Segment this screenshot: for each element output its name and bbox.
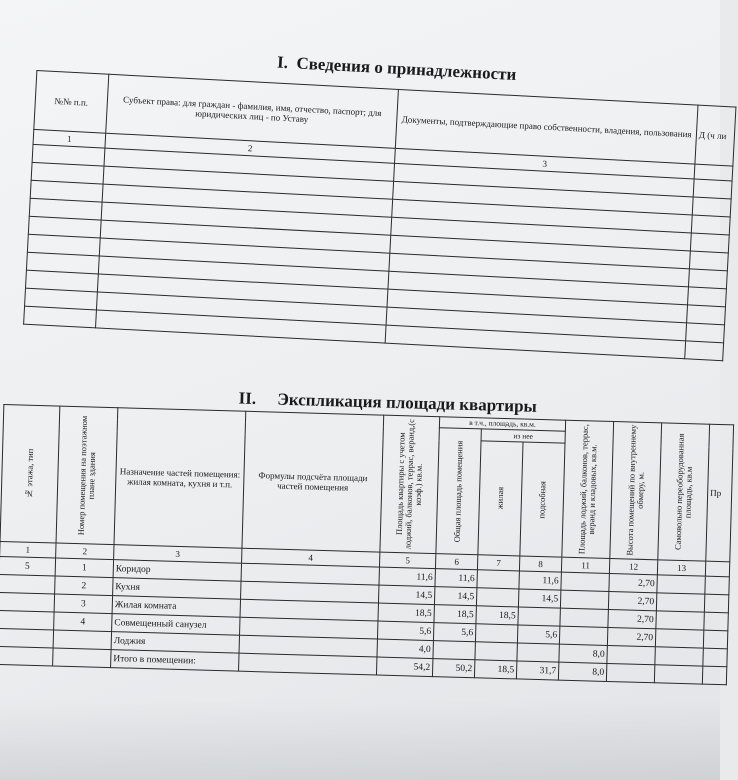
living-area-cell: 18,5 xyxy=(474,660,516,679)
col-number: 12 xyxy=(609,558,657,574)
total-with-cell: 18,5 xyxy=(378,603,434,623)
empty-cell xyxy=(687,305,726,325)
loggia-area-cell: 8,0 xyxy=(559,644,607,663)
empty-cell xyxy=(692,197,731,217)
cut-cell xyxy=(704,612,728,631)
col-of-them: из нее xyxy=(481,429,565,443)
total-with-cell: 5,6 xyxy=(377,621,433,641)
height-cell: 2,70 xyxy=(608,591,656,610)
loggia-area-cell xyxy=(559,626,607,645)
unauth-cell xyxy=(656,611,704,630)
section-1-heading: Сведения о принадлежности xyxy=(296,53,517,85)
col-floor-type xyxy=(0,405,60,544)
empty-cell xyxy=(24,306,97,328)
col-total-area xyxy=(436,428,482,555)
header-unauth-text: Самовольно переоборудованная площадь, кв.м xyxy=(672,433,694,551)
total-with-cell: 14,5 xyxy=(378,585,434,605)
header-aux-text: подсобная xyxy=(536,480,548,519)
room-number-cell: 2 xyxy=(55,576,113,596)
cut-cell xyxy=(703,630,727,649)
loggia-area-cell xyxy=(560,608,608,627)
empty-cell xyxy=(688,269,727,289)
col-number: 5 xyxy=(379,552,435,569)
height-cell: 2,70 xyxy=(607,627,655,646)
col-formulas: Формулы подсчёта площади частей помещения xyxy=(242,411,384,552)
room-name-cell: Коридор xyxy=(113,560,241,582)
col-number-3: 3 xyxy=(395,148,695,179)
aux-area-cell: 5,6 xyxy=(517,625,560,644)
empty-cell xyxy=(689,251,728,271)
room-number-cell xyxy=(53,648,111,668)
living-area-cell xyxy=(476,588,518,607)
floor-cell: 5 xyxy=(0,556,56,576)
cut-cell xyxy=(703,648,727,667)
unauth-cell xyxy=(655,647,703,666)
height-cell: 2,70 xyxy=(608,609,656,628)
col-number: 2 xyxy=(56,543,114,560)
cut-cell xyxy=(705,576,729,595)
aux-area-cell xyxy=(517,643,560,662)
floor-cell xyxy=(0,610,54,630)
room-name-cell: Кухня xyxy=(113,578,241,600)
floor-cell xyxy=(0,574,55,594)
empty-cell xyxy=(690,233,729,253)
empty-cell xyxy=(691,215,730,235)
room-name-cell: Итого в помещении: xyxy=(111,650,239,672)
floor-cell xyxy=(0,646,53,666)
col-number-1: 1 xyxy=(33,129,106,148)
loggia-area-cell xyxy=(561,572,609,591)
header-room-no-text: Номер помещения на поэтажном плане здания xyxy=(75,415,97,536)
col-number-2: 2 xyxy=(105,133,395,163)
section-2-number: II. xyxy=(238,388,257,409)
room-number-cell: 1 xyxy=(55,558,113,578)
col-header-cut: Д (ч ли xyxy=(695,105,736,166)
header-loggia-text: Площадь лоджий, балконов, террас, веранд и кладовых, кв.м. xyxy=(575,424,599,555)
height-cell xyxy=(606,663,654,682)
col-number xyxy=(705,561,729,577)
col-number: 7 xyxy=(477,555,519,571)
formula-cell xyxy=(239,653,377,675)
room-name-cell: Лоджия xyxy=(111,632,239,654)
total-with-cell: 11,6 xyxy=(379,567,435,587)
loggia-area-cell xyxy=(560,590,608,609)
col-room-number xyxy=(56,406,118,545)
unauth-cell xyxy=(655,629,703,648)
col-header-number: №№ п.п. xyxy=(34,70,109,133)
room-name-cell: Совмещенный санузел xyxy=(112,614,240,636)
cut-cell xyxy=(704,594,728,613)
loggia-area-cell: 8,0 xyxy=(558,662,606,681)
total-area-cell: 18,5 xyxy=(434,605,476,624)
col-height xyxy=(610,422,662,560)
col-number: 8 xyxy=(519,556,561,572)
living-area-cell xyxy=(475,642,517,661)
room-number-cell: 3 xyxy=(54,594,112,614)
cut-cell xyxy=(702,666,726,685)
page-shadow xyxy=(0,700,720,780)
unauth-cell xyxy=(657,575,705,594)
col-incl-area: в т.ч., площадь, кв.м. xyxy=(439,417,565,432)
aux-area-cell: 31,7 xyxy=(516,661,559,680)
aux-area-cell: 11,6 xyxy=(519,571,562,590)
col-cut: Пр xyxy=(706,424,734,562)
col-unauthorized xyxy=(658,423,710,561)
unauth-cell xyxy=(656,593,704,612)
section-2-heading: Экспликация площади квартиры xyxy=(277,389,538,416)
col-living xyxy=(478,441,523,556)
empty-cell xyxy=(693,179,732,199)
empty-cell xyxy=(685,341,724,361)
total-area-cell: 5,6 xyxy=(433,623,475,642)
living-area-cell xyxy=(475,624,517,643)
col-number: 3 xyxy=(114,545,242,564)
col-total-with-loggia xyxy=(380,415,440,554)
header-floor-text: № этажа, тип xyxy=(23,448,36,499)
room-number-cell xyxy=(53,630,111,650)
col-loggia-area xyxy=(562,420,614,558)
header-living-text: жилая xyxy=(494,487,506,510)
col-purpose: Назначение частей помещения: жилая комната, кухня и т.п. xyxy=(114,408,246,549)
room-name-cell: Жилая комната xyxy=(112,596,240,618)
ownership-table xyxy=(23,70,736,361)
header-total-with-text: Площадь квартиры с учетом лоджий, балконов, террас, веранд,(с коэф.) кв.м. xyxy=(393,419,424,550)
total-area-cell: 11,6 xyxy=(435,569,477,588)
aux-area-cell xyxy=(518,607,561,626)
living-area-cell xyxy=(477,570,519,589)
aux-area-cell: 14,5 xyxy=(518,589,561,608)
col-number: 6 xyxy=(435,554,477,570)
room-number-cell: 4 xyxy=(54,612,112,632)
col-header-subject: Субъект права: для граждан - фамилия, имя, отчество, паспорт; для юридических лиц - по Уставу xyxy=(106,74,399,148)
total-with-cell: 4,0 xyxy=(377,639,433,659)
section-1-number: I. xyxy=(276,52,289,73)
col-header-documents: Документы, подтверждающие право собственности, владения, пользования xyxy=(395,89,698,164)
header-height-text: Высота помещений по внутреннему обмеру, м. xyxy=(623,424,646,557)
empty-cell xyxy=(686,323,725,343)
col-number: 1 xyxy=(0,541,56,558)
empty-cell xyxy=(688,287,727,307)
col-number: 4 xyxy=(242,548,380,567)
col-number: 13 xyxy=(657,560,705,576)
total-area-cell: 50,2 xyxy=(432,659,474,678)
unauth-cell xyxy=(654,665,702,684)
height-cell xyxy=(607,645,655,664)
area-table xyxy=(0,404,734,685)
total-with-cell: 54,2 xyxy=(376,657,432,677)
floor-cell xyxy=(0,628,54,648)
header-total-text: Общая площадь помещения xyxy=(451,440,465,543)
living-area-cell: 18,5 xyxy=(476,606,518,625)
col-auxiliary xyxy=(520,442,565,557)
col-number: 11 xyxy=(561,557,609,573)
total-area-cell xyxy=(433,641,475,660)
total-area-cell: 14,5 xyxy=(434,587,476,606)
floor-cell xyxy=(0,592,55,612)
height-cell: 2,70 xyxy=(609,573,657,592)
